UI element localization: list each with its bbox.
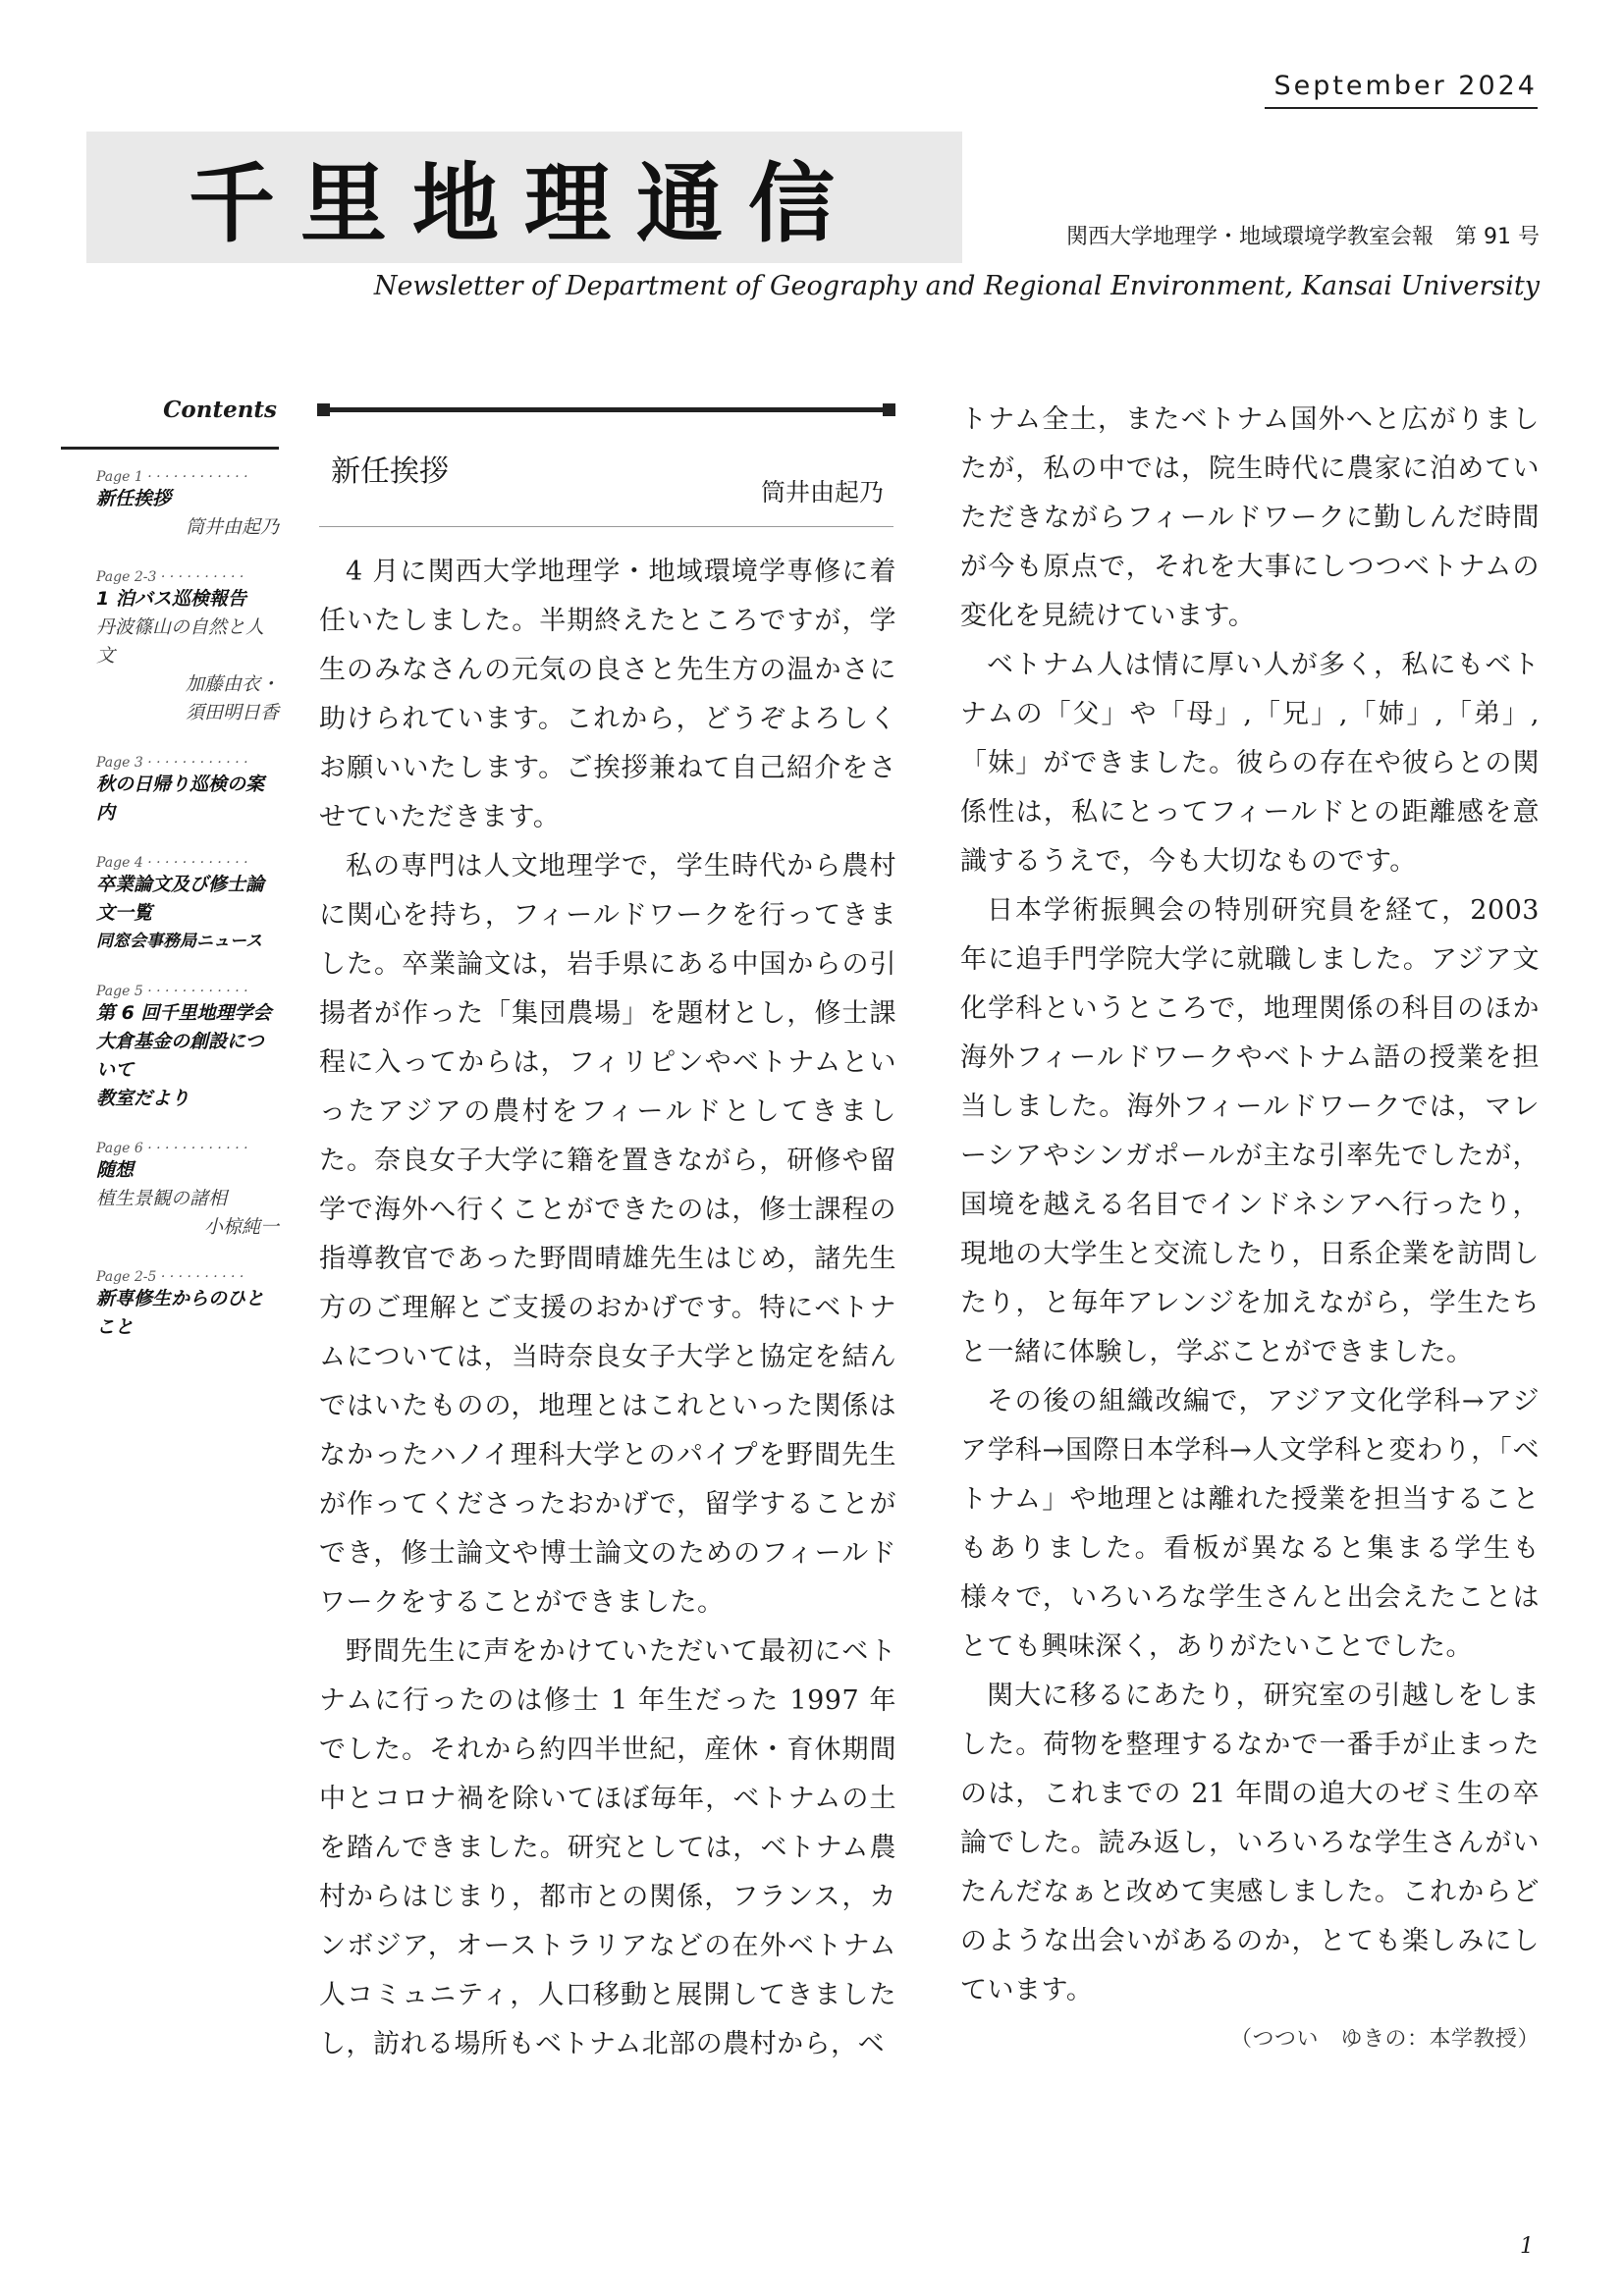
page-number: 1 (1520, 2234, 1534, 2259)
toc-entry-author: 筒井由起乃 (185, 516, 279, 538)
toc-entry-author: 小椋純一 (203, 1216, 279, 1238)
contents-heading: Contents (163, 397, 277, 423)
newsletter-title: 千里地理通信 (188, 153, 860, 254)
toc-entry-title: 新専修生からのひとこと (96, 1288, 265, 1338)
article-author: 筒井由起乃 (760, 478, 884, 507)
article-column-1 (319, 548, 896, 2183)
paragraph: ベトナム人は情に厚い人が多く，私にもベトナムの「父」や「母」,「兄」,「姉」,「弟」,「妹」ができました。彼らの存在や彼らとの関係性は，私にとってフィールドとの距離感を意識するうえで，今も大切なものです。 (960, 650, 1540, 877)
toc-page-ref: Page 2-5 · · · · · · · · · · (96, 1269, 244, 1285)
toc-entry-author: 加藤由衣・ 須田明日香 (185, 673, 279, 723)
toc-entry (96, 1141, 279, 1242)
toc-entry-title: 第 6 回千里地理学会大倉基金の創設について 教室だより (96, 1002, 272, 1109)
toc-entry-title: 随想 (96, 1159, 135, 1181)
paragraph: 関大に移るにあたり，研究室の引越しをしました。荷物を整理するなかで一番手が止まったのは，これまでの 21 年間の追大のゼミ生の卒論でした。読み返し，いろいろな学生さんがいたんだなぁと改めて実感しました。これからどのような出会いがあるのか，とても楽しみにしています。 (960, 1681, 1540, 2005)
toc-entry-title: 1 泊バス巡検報告 (96, 588, 246, 610)
toc-entry (96, 855, 279, 956)
article-title: 新任挨拶 (331, 454, 449, 489)
paragraph: トナム全土，またベトナム国外へと広がりましたが，私の中では，院生時代に農家に泊めていただきながらフィールドワークに勤しんだ時間が今も原点で，それを大事にしつつベトナムの変化を見続けています。 (960, 404, 1540, 631)
toc-entry (96, 569, 279, 727)
paragraph: その後の組織改編で，アジア文化学科→アジア学科→国際日本学科→人文学科と変わり，「ベトナム」や地理とは離れた授業を担当することもありました。看板が異なると集まる学生も様々で，いろいろな学生さんと出会えたことはとても興味深く，ありがたいことでした。 (960, 1386, 1540, 1662)
article-column-2 (960, 396, 1540, 2052)
paragraph: 日本学術振興会の特別研究員を経て，2003 年に追手門学院大学に就職しました。アジア文化学科というところで，地理関係の科目のほか海外フィールドワークやベトナム語の授業を担当しました。海外フィールドワークでは，マレーシアやシンガポールが主な引率先でしたが，国境を越える名目でインドネシアへ行ったり，現地の大学生と交流したり，日系企業を訪問したり，と毎年アレンジを加えながら，学生たちと一緒に体験し，学ぶことができました。 (960, 895, 1540, 1367)
toc-entry (96, 755, 279, 828)
toc-page-ref: Page 1 · · · · · · · · · · · · (96, 469, 248, 485)
toc-entry (96, 1269, 279, 1342)
author-signature: （つつい ゆきの：本学教授） (1229, 2027, 1540, 2052)
toc-entry-note: 同窓会事務局ニュース (96, 932, 263, 951)
article-header-bar (319, 407, 893, 412)
issue-info: 関西大学地理学・地域環境学教室会報 第 91 号 (1066, 225, 1540, 249)
toc-page-ref: Page 6 · · · · · · · · · · · · (96, 1141, 248, 1156)
toc-page-ref: Page 5 · · · · · · · · · · · · (96, 984, 248, 999)
toc-page-ref: Page 4 · · · · · · · · · · · · (96, 855, 248, 871)
toc-entry-subtitle: 植生景観の諸相 (96, 1188, 228, 1209)
toc-page-ref: Page 3 · · · · · · · · · · · · (96, 755, 248, 771)
toc-entry-title: 新任挨拶 (96, 488, 172, 509)
toc-entry-title: 卒業論文及び修士論文一覧 (96, 874, 265, 924)
paragraph: 4 月に関西大学地理学・地域環境学専修に着任いたしました。半期終えたところですが，学生のみなさんの元気の良さと先生方の温かさに助けられています。これから，どうぞよろしくお願いいたします。ご挨拶兼ねて自己紹介をさせていただきます。 (319, 557, 896, 832)
masthead (86, 132, 962, 263)
toc-entry (96, 984, 279, 1113)
article-header-rule (319, 526, 893, 527)
toc-entry-title: 秋の日帰り巡検の案内 (96, 774, 265, 824)
paragraph: 野間先生に声をかけていただいて最初にベトナムに行ったのは修士 1 年生だった 1997 年でした。それから約四半世紀，産休・育休期間中とコロナ禍を除いてほぼ毎年，ベトナムの土を踏んできました。研究としては，ベトナム農村からはじまり，都市との関係，フランス，カンボジア，オーストラリアなどの在外ベトナム人コミュニティ，人口移動と展開してきましたし，訪れる場所もベトナム北部の農村から，ベ (319, 1636, 896, 2059)
contents-divider (61, 447, 279, 450)
toc-entry-subtitle: 丹波篠山の自然と人文 (96, 616, 265, 667)
toc-page-ref: Page 2-3 · · · · · · · · · · (96, 569, 244, 585)
paragraph: 私の専門は人文地理学で，学生時代から農村に関心を持ち，フィールドワークを行ってきました。卒業論文は，岩手県にある中国からの引揚者が作った「集団農場」を題材とし，修士課程に入ってからは，フィリピンやベトナムといったアジアの農村をフィールドとしてきました。奈良女子大学に籍を置きながら，研修や留学で海外へ行くことができたのは，修士課程の指導教官であった野間晴雄先生はじめ，諸先生方のご理解とご支援のおかげです。特にベトナムについては，当時奈良女子大学と協定を結んではいたものの，地理とはこれといった関係はなかったハノイ理科大学とのパイプを野間先生が作ってくださったおかげで，留学することができ，修士論文や博士論文のためのフィールドワークをすることができました。 (319, 851, 896, 1618)
issue-date: September 2024 (1265, 71, 1538, 109)
newsletter-subtitle: Newsletter of Department of Geography and Regional Environment, Kansai University (373, 271, 1540, 301)
table-of-contents (96, 469, 279, 1369)
toc-entry (96, 469, 279, 542)
